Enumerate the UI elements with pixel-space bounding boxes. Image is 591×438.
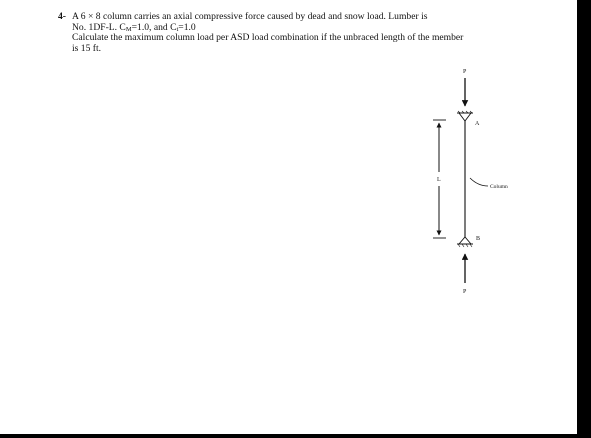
problem-text-1: A 6 × 8 column carries an axial compressive force caused by dead and snow load. Lumber is	[72, 11, 428, 22]
pin-support-top	[457, 111, 473, 121]
pin-support-bottom	[457, 237, 473, 247]
load-label-top: P	[463, 69, 467, 75]
column-label: Column	[490, 184, 508, 190]
problem-text-2b: =1.0, and C	[131, 21, 177, 33]
support-label-a: A	[475, 121, 480, 127]
problem-line-4: is 15 ft.	[72, 42, 102, 54]
subscript-t: t	[176, 25, 179, 33]
length-label: L	[437, 177, 441, 183]
problem-text-2a: No. 1DF-L. C	[72, 21, 126, 33]
support-label-b: B	[476, 236, 481, 242]
problem-line-3: Calculate the maximum column load per ASD load combination if the unbraced length of the member	[72, 32, 464, 44]
problem-number: 4-	[58, 11, 66, 22]
subscript-m: M	[125, 25, 132, 33]
problem-text-2c: =1.0	[178, 21, 196, 33]
load-label-bottom: P	[463, 289, 467, 295]
column-leader-line	[470, 178, 488, 186]
